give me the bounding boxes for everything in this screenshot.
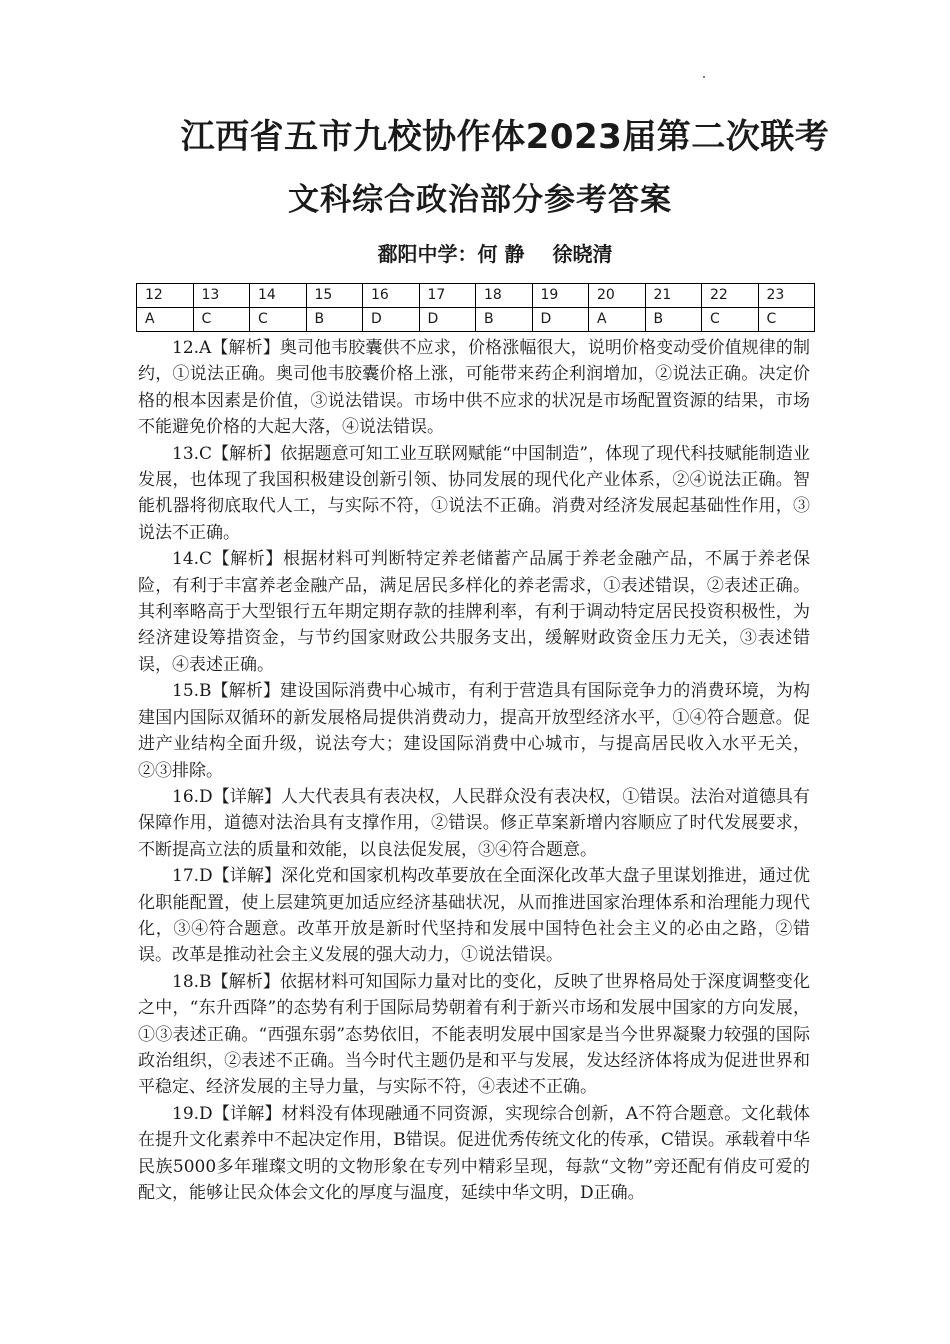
document-title: 江西省五市九校协作体2023届第二次联考 bbox=[180, 117, 830, 157]
answer-cell: D bbox=[363, 308, 420, 332]
answer-row bbox=[137, 308, 815, 332]
question-number: 22 bbox=[702, 284, 759, 308]
question-number: 23 bbox=[758, 284, 815, 308]
author-second: 徐晓清 bbox=[552, 242, 613, 266]
question-number: 12 bbox=[137, 284, 194, 308]
answer-table bbox=[136, 283, 815, 332]
author-school: 鄱阳中学：何 静 bbox=[377, 242, 525, 266]
explanation-q13: 13.C【解析】依据题意可知工业互联网赋能“中国制造”，体现了现代科技赋能制造业发展，也体现了我国积极建设创新引领、协同发展的现代化产业体系，②④说法正确。智能机器将彻底取代人工，与实际不符，①说法不正确。消费对经济发展起基础性作用，③说法不正确。 bbox=[138, 443, 810, 543]
question-number: 17 bbox=[419, 284, 476, 308]
page-dot bbox=[703, 76, 705, 78]
question-number: 21 bbox=[645, 284, 702, 308]
answer-cell: C bbox=[193, 308, 250, 332]
authors-line bbox=[0, 236, 950, 272]
question-number-row bbox=[137, 284, 815, 308]
question-number: 16 bbox=[363, 284, 420, 308]
answer-cell: C bbox=[250, 308, 307, 332]
answer-cell: C bbox=[702, 308, 759, 332]
question-number: 18 bbox=[476, 284, 533, 308]
explanation-q14: 14.C【解析】根据材料可判断特定养老储蓄产品属于养老金融产品，不属于养老保险，有利于丰富养老金融产品，满足居民多样化的养老需求，①表述错误，②表述正确。其利率略高于大型银行五年期定期存款的挂牌利率，有利于调动特定居民投资积极性，为经济建设筹措资金，与节约国家财政公共服务支出，缓解财政资金压力无关，③表述错误，④表述正确。 bbox=[138, 549, 810, 675]
explanation-q16: 16.D【详解】人大代表具有表决权，人民群众没有表决权，①错误。法治对道德具有保障作用，道德对法治具有支撑作用，②错误。修正草案新增内容顺应了时代发展要求，不断提高立法的质量和效能，以良法促发展，③④符合题意。 bbox=[138, 786, 810, 860]
explanation-q17: 17.D【详解】深化党和国家机构改革要放在全面深化改革大盘子里谋划推进，通过优化职能配置，使上层建筑更加适应经济基础状况，从而推进国家治理体系和治理能力现代化，③④符合题意。改革开放是新时代坚持和发展中国特色社会主义的必由之路，②错误。改革是推动社会主义发展的强大动力，①说法错误。 bbox=[138, 866, 810, 966]
explanations bbox=[138, 335, 810, 1206]
question-number: 19 bbox=[532, 284, 589, 308]
answer-cell: D bbox=[419, 308, 476, 332]
question-number: 20 bbox=[589, 284, 646, 308]
explanation-q12: 12.A【解析】奥司他韦胶囊供不应求，价格涨幅很大，说明价格变动受价值规律的制约，①说法正确。奥司他韦胶囊价格上涨，可能带来药企利润增加，②说法正确。决定价格的根本因素是价值，③说法错误。市场中供不应求的状况是市场配置资源的结果，市场不能避免价格的大起大落，④说法错误。 bbox=[138, 338, 810, 438]
answer-cell: C bbox=[758, 308, 815, 332]
explanation-q15: 15.B【解析】建设国际消费中心城市，有利于营造具有国际竞争力的消费环境，为构建国内国际双循环的新发展格局提供消费动力，提高开放型经济水平，①④符合题意。促进产业结构全面升级，说法夸大；建设国际消费中心城市，与提高居民收入水平无关，②③排除。 bbox=[138, 681, 810, 781]
explanation-q19: 19.D【详解】材料没有体现融通不同资源，实现综合创新，A不符合题意。文化载体在提升文化素养中不起决定作用，B错误。促进优秀传统文化的传承，C错误。承载着中华民族5000多年璀璨文明的文物形象在专列中精彩呈现，每款“文物”旁还配有俏皮可爱的配文，能够让民众体会文化的厚度与温度，延续中华文明，D正确。 bbox=[138, 1103, 810, 1203]
answer-cell: B bbox=[645, 308, 702, 332]
question-number: 13 bbox=[193, 284, 250, 308]
answer-cell: B bbox=[476, 308, 533, 332]
answer-cell: D bbox=[532, 308, 589, 332]
question-number: 14 bbox=[250, 284, 307, 308]
explanation-q18: 18.B【解析】依据材料可知国际力量对比的变化，反映了世界格局处于深度调整变化之中，“东升西降”的态势有利于国际局势朝着有利于新兴市场和发展中国家的方向发展，①③表述正确。“西强东弱”态势依旧，不能表明发展中国家是当今世界凝聚力较强的国际政治组织，②表述不正确。当今时代主题仍是和平与发展，发达经济体将成为促进世界和平稳定、经济发展的主导力量，与实际不符，④表述不正确。 bbox=[138, 971, 810, 1098]
answer-cell: A bbox=[589, 308, 646, 332]
question-number: 15 bbox=[306, 284, 363, 308]
document-subtitle: 文科综合政治部分参考答案 bbox=[288, 182, 672, 218]
answer-cell: A bbox=[137, 308, 194, 332]
answer-cell: B bbox=[306, 308, 363, 332]
